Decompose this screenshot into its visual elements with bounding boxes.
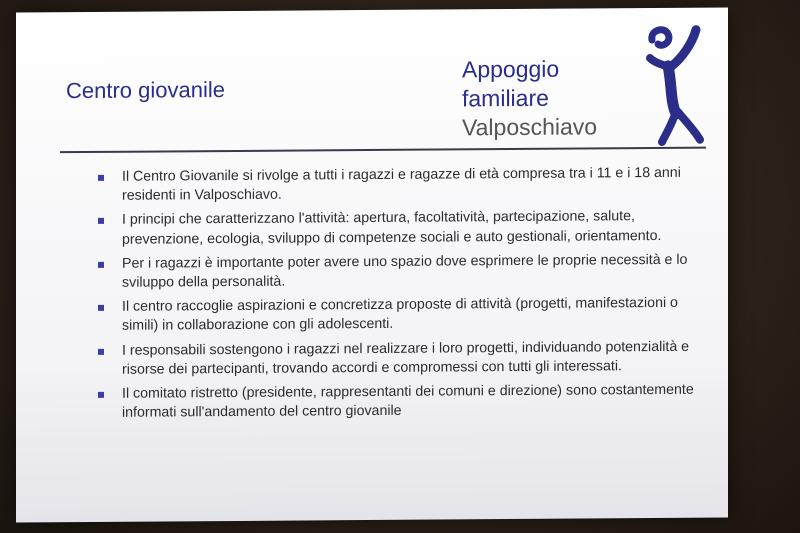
brand-line-1: Appoggio <box>462 55 560 83</box>
square-bullet-icon <box>98 305 104 311</box>
square-bullet-icon <box>98 175 104 181</box>
bullet-item: I responsabili sostengono i ragazzi nel realizzare i loro progetti, individuando potenzialità e risorse dei partecipanti, trovando accordi e compromessi con tutti gli interessati. <box>96 337 696 380</box>
brand-line-2: familiare <box>462 84 549 112</box>
bullet-item: Il comitato ristretto (presidente, rappresentanti dei comuni e direzione) sono costantemente informati sull'andamento del centro giovanile <box>96 381 696 424</box>
projected-slide <box>16 8 728 523</box>
slide-title: Centro giovanile <box>66 77 225 104</box>
bullet-list <box>96 164 696 429</box>
bullet-item: I principi che caratterizzano l'attività: apertura, facoltatività, partecipazione, salute, prevenzione, ecologia, sviluppo di competenze sociali e auto gestionali, orientamento. <box>96 207 696 250</box>
square-bullet-icon <box>98 218 104 224</box>
brand-title <box>462 54 597 142</box>
title-divider <box>60 147 706 154</box>
bullet-item: Il centro raccoglie aspirazioni e concretizza proposte di attività (progetti, manifestazioni o simili) in collaborazione con gli adolescenti. <box>96 294 696 337</box>
square-bullet-icon <box>98 348 104 354</box>
square-bullet-icon <box>98 392 104 398</box>
stick-figure-logo-icon <box>642 22 706 146</box>
brand-line-3: Valposchiavo <box>462 113 598 141</box>
bullet-item: Il Centro Giovanile si rivolge a tutti i ragazzi e ragazze di età compresa tra i 11 e i 18 anni residenti in Valposchiavo. <box>96 164 696 207</box>
square-bullet-icon <box>98 262 104 268</box>
bullet-item: Per i ragazzi è importante poter avere uno spazio dove esprimere le proprie necessità e lo sviluppo della personalità. <box>96 251 696 294</box>
